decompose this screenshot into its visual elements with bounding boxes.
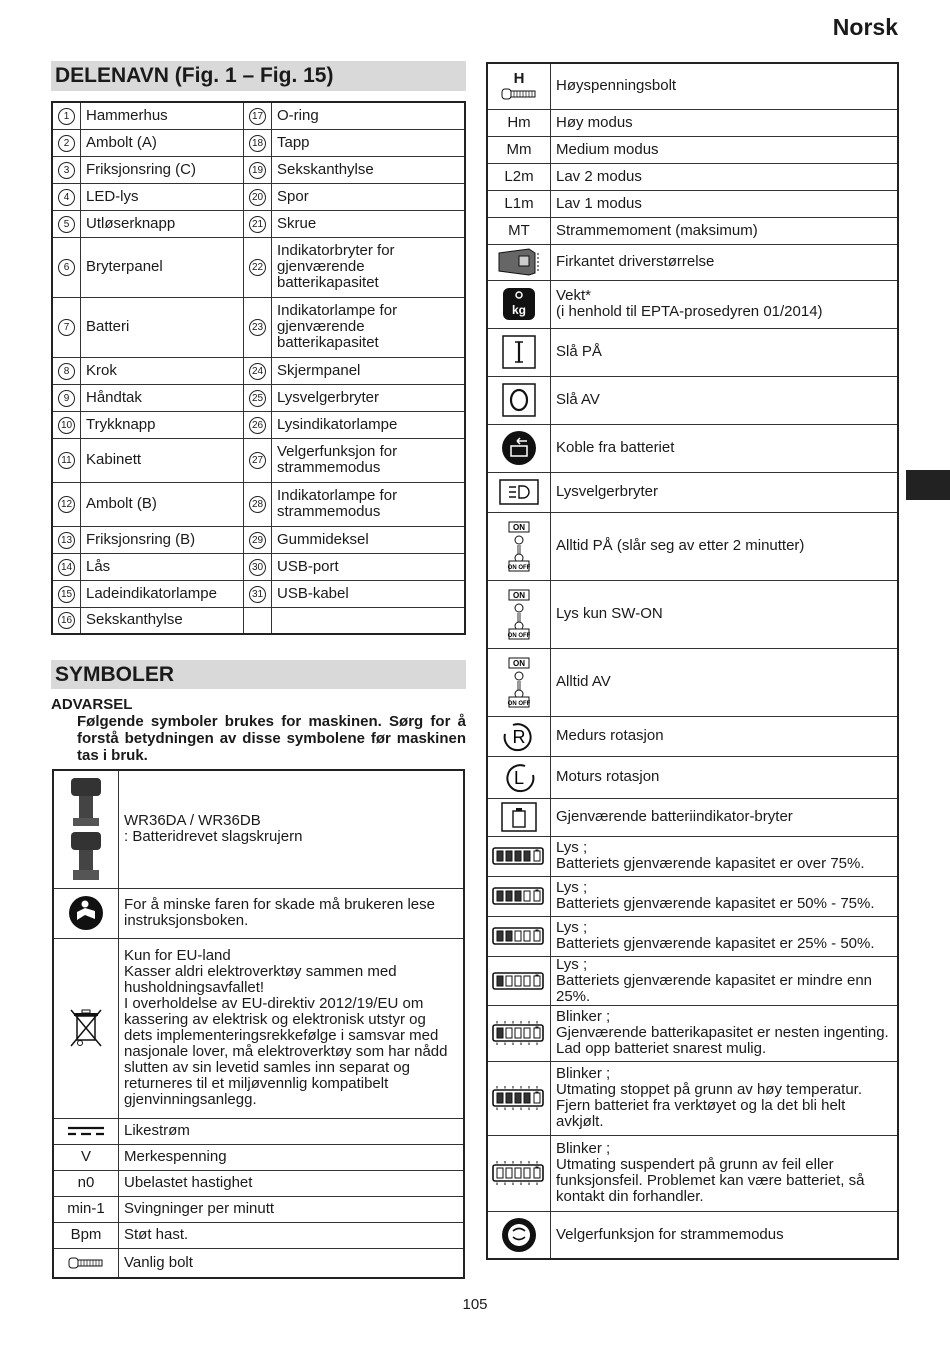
parts-table	[51, 101, 466, 635]
battery-1-bar-icon	[488, 969, 550, 993]
warning-label: ADVARSEL	[51, 696, 133, 713]
switch-off-icon	[488, 383, 550, 417]
light-always-on-icon	[488, 520, 550, 572]
part-name: Lås	[81, 553, 244, 580]
part-name: Ambolt (B)	[81, 482, 244, 526]
part-name: Kabinett	[81, 438, 244, 482]
part-name: Håndtak	[81, 384, 244, 411]
part-number: 13	[58, 532, 75, 549]
battery-blink-fault-icon	[488, 1161, 550, 1185]
part-number: 4	[58, 189, 75, 206]
symbol-row	[53, 938, 464, 1118]
part-name: Indikatorbryter for gjenværende batterikapasitet	[272, 237, 466, 297]
part-number: 16	[58, 612, 75, 629]
symbol-code: n0	[77, 1174, 95, 1191]
symbol-row	[487, 648, 898, 716]
symbol-description: Høyspenningsbolt	[551, 63, 899, 109]
battery-4-bars-icon	[488, 844, 550, 868]
symbol-description: Lys ; Batteriets gjenværende kapasitet er mindre enn 25%.	[551, 956, 899, 1005]
part-name: Ambolt (A)	[81, 129, 244, 156]
symbol-row	[53, 1196, 464, 1222]
symbols-section-title: SYMBOLER	[51, 660, 466, 689]
symbol-row	[487, 836, 898, 876]
symbol-description: Vekt* (i henhold til EPTA-prosedyren 01/2014)	[551, 280, 899, 328]
symbol-row	[487, 109, 898, 136]
svg-text:L: L	[513, 768, 525, 788]
symbol-description: Medurs rotasjon	[551, 716, 899, 756]
bolt-icon	[54, 1256, 118, 1270]
symbol-row	[487, 1135, 898, 1211]
symbol-description: Koble fra batteriet	[551, 424, 899, 472]
part-number: 6	[58, 259, 75, 276]
symbol-description: Lys ; Batteriets gjenværende kapasitet er 25% - 50%.	[551, 916, 899, 956]
part-name: USB-kabel	[272, 580, 466, 607]
symbol-description: Likestrøm	[119, 1118, 465, 1144]
symbol-row	[53, 1118, 464, 1144]
symbol-row	[53, 1248, 464, 1278]
symbol-row	[487, 163, 898, 190]
battery-3-bars-icon	[488, 884, 550, 908]
symbol-code: Bpm	[70, 1226, 102, 1243]
symbol-description: Lav 1 modus	[551, 190, 899, 217]
symbol-description: Lys kun SW-ON	[551, 580, 899, 648]
symbol-description: For å minske faren for skade må brukeren lese instruksjonsboken.	[119, 888, 465, 938]
symbol-row	[53, 770, 464, 888]
part-name: Hammerhus	[81, 102, 244, 129]
symbol-description: Gjenværende batteriindikator-bryter	[551, 798, 899, 836]
svg-text:ON OFF: ON OFF	[507, 565, 531, 571]
part-number: 31	[249, 586, 266, 603]
symbol-code: V	[80, 1148, 91, 1165]
parts-row	[52, 384, 465, 411]
part-number: 1	[58, 108, 75, 125]
symbol-description: Kun for EU-land Kasser aldri elektroverktøy sammen med husholdningsavfallet! I overholdelse av EU-direktiv 2012/19/EU om kassering av elektrisk og elektronisk utstyr og dets implementeringsrekkefølge i samsvar med nasjonale lover, må elektroverktøy som har nådd slutten av sin levetid samles inn separat og returneres til et miljøvennlig kompatibelt gjenvinningsanlegg.	[119, 938, 465, 1118]
symbol-description: Slå AV	[551, 376, 899, 424]
part-number: 23	[249, 319, 266, 336]
symbol-description: Vanlig bolt	[119, 1248, 465, 1278]
parts-row	[52, 580, 465, 607]
part-number: 8	[58, 363, 75, 380]
part-name: USB-port	[272, 553, 466, 580]
symbol-row	[487, 580, 898, 648]
part-number: 10	[58, 417, 75, 434]
symbol-description: Blinker ; Gjenværende batterikapasitet er nesten ingenting. Lad opp batteriet snarest mulig.	[551, 1005, 899, 1061]
symbol-code: Mm	[506, 140, 532, 158]
symbol-description: Lav 2 modus	[551, 163, 899, 190]
parts-section-title: DELENAVN (Fig. 1 – Fig. 15)	[51, 61, 466, 91]
part-name: LED-lys	[81, 183, 244, 210]
symbol-description: Moturs rotasjon	[551, 756, 899, 798]
symbol-description: Velgerfunksjon for strammemodus	[551, 1211, 899, 1259]
part-name: Spor	[272, 183, 466, 210]
battery-indicator-switch-icon	[488, 802, 550, 832]
part-number: 22	[249, 259, 266, 276]
part-number: 25	[249, 390, 266, 407]
symbol-description: Svingninger per minutt	[119, 1196, 465, 1222]
square-drive-icon	[488, 247, 550, 277]
page-number: 105	[462, 1296, 488, 1313]
part-name	[272, 607, 466, 634]
symbol-description: Strammemoment (maksimum)	[551, 217, 899, 244]
parts-row	[52, 482, 465, 526]
parts-row	[52, 438, 465, 482]
symbol-row	[53, 1170, 464, 1196]
section-tab-marker	[906, 470, 950, 500]
symbol-row	[487, 956, 898, 1005]
language-label: Norsk	[832, 14, 898, 40]
part-number: 5	[58, 216, 75, 233]
symbol-description: Alltid PÅ (slår seg av etter 2 minutter)	[551, 512, 899, 580]
part-number: 18	[249, 135, 266, 152]
part-number: 28	[249, 496, 266, 513]
part-number: 19	[249, 162, 266, 179]
symbol-description: Lys ; Batteriets gjenværende kapasitet er over 75%.	[551, 836, 899, 876]
part-name: Gummideksel	[272, 526, 466, 553]
part-name: Batteri	[81, 297, 244, 357]
battery-blink-low-icon	[488, 1021, 550, 1045]
parts-row	[52, 210, 465, 237]
part-name: Velgerfunksjon for strammemodus	[272, 438, 466, 482]
symbol-row	[487, 136, 898, 163]
symbol-description: Blinker ; Utmating suspendert på grunn av feil eller funksjonsfeil. Problemet kan være batteriet, så kontakt din forhandler.	[551, 1135, 899, 1211]
weee-bin-icon	[54, 1006, 118, 1050]
symbols-table-right	[486, 62, 899, 1260]
weight-kg-icon	[488, 287, 550, 321]
parts-row	[52, 357, 465, 384]
part-number: 26	[249, 417, 266, 434]
part-number: 11	[58, 452, 75, 469]
symbol-code: min-1	[67, 1200, 105, 1217]
part-name: Friksjonsring (C)	[81, 156, 244, 183]
parts-row	[52, 102, 465, 129]
part-name: Bryterpanel	[81, 237, 244, 297]
symbol-code: MT	[508, 221, 530, 239]
symbol-row	[487, 876, 898, 916]
part-number: 3	[58, 162, 75, 179]
part-name: Friksjonsring (B)	[81, 526, 244, 553]
part-name: Sekskanthylse	[81, 607, 244, 634]
parts-row	[52, 237, 465, 297]
part-number: 29	[249, 532, 266, 549]
svg-text:ON: ON	[513, 591, 525, 600]
symbol-row	[487, 424, 898, 472]
part-name: Tapp	[272, 129, 466, 156]
parts-row	[52, 607, 465, 634]
svg-text:kg: kg	[511, 303, 527, 317]
symbol-code: L2m	[504, 167, 534, 185]
part-name: Skjermpanel	[272, 357, 466, 384]
symbol-row	[487, 244, 898, 280]
symbol-description: Slå PÅ	[551, 328, 899, 376]
part-number: 17	[249, 108, 266, 125]
symbol-description: Ubelastet hastighet	[119, 1170, 465, 1196]
symbol-row	[487, 280, 898, 328]
counterclockwise-rotation-icon	[488, 761, 550, 793]
part-number: 12	[58, 496, 75, 513]
clockwise-rotation-icon	[488, 720, 550, 752]
part-number: 9	[58, 390, 75, 407]
warning-text: Følgende symboler brukes for maskinen. Sørg for å forstå betydningen av disse symbolene før maskinen tas i bruk.	[77, 713, 466, 764]
parts-row	[52, 553, 465, 580]
parts-row	[52, 297, 465, 357]
symbol-row	[53, 1222, 464, 1248]
part-name: Ladeindikatorlampe	[81, 580, 244, 607]
light-always-off-icon	[488, 656, 550, 708]
part-number: 2	[58, 135, 75, 152]
part-number: 7	[58, 319, 75, 336]
parts-row	[52, 156, 465, 183]
symbol-row	[487, 217, 898, 244]
parts-row	[52, 411, 465, 438]
symbol-row	[487, 716, 898, 756]
battery-blink-temp-icon	[488, 1086, 550, 1110]
svg-text:R: R	[512, 727, 526, 747]
symbol-description: Firkantet driverstørrelse	[551, 244, 899, 280]
symbol-row	[53, 1144, 464, 1170]
symbol-row	[487, 328, 898, 376]
symbol-description: Blinker ; Utmating stoppet på grunn av høy temperatur. Fjern batteriet fra verktøyet og la det bli helt avkjølt.	[551, 1061, 899, 1135]
disconnect-battery-icon	[488, 430, 550, 466]
part-name: Lysvelgerbryter	[272, 384, 466, 411]
part-number: 20	[249, 189, 266, 206]
tightening-mode-selector-icon	[488, 1217, 550, 1253]
symbol-row	[487, 756, 898, 798]
part-number: 21	[249, 216, 266, 233]
read-manual-icon	[54, 895, 118, 931]
part-name: Indikatorlampe for strammemodus	[272, 482, 466, 526]
symbol-code: Hm	[507, 113, 531, 131]
light-sw-on-icon	[488, 588, 550, 640]
part-number: 24	[249, 363, 266, 380]
part-number: 15	[58, 586, 75, 603]
symbol-code: L1m	[504, 194, 534, 212]
part-name: Indikatorlampe for gjenværende batterikapasitet	[272, 297, 466, 357]
symbol-row	[487, 63, 898, 109]
symbol-description: Merkespenning	[119, 1144, 465, 1170]
parts-row	[52, 526, 465, 553]
symbol-row	[487, 1061, 898, 1135]
symbol-row	[487, 916, 898, 956]
symbol-row	[53, 888, 464, 938]
symbol-code: H	[513, 70, 525, 88]
symbol-row	[487, 376, 898, 424]
light-selector-icon	[488, 479, 550, 505]
symbol-row	[487, 1005, 898, 1061]
part-name: Trykknapp	[81, 411, 244, 438]
part-number: 14	[58, 559, 75, 576]
part-name: Utløserknapp	[81, 210, 244, 237]
symbol-description: Lysvelgerbryter	[551, 472, 899, 512]
parts-row	[52, 183, 465, 210]
symbol-description: WR36DA / WR36DB : Batteridrevet slagskrujern	[119, 770, 465, 888]
svg-text:ON OFF: ON OFF	[507, 633, 531, 639]
symbol-row	[487, 472, 898, 512]
part-name: Sekskanthylse	[272, 156, 466, 183]
symbols-table-left	[52, 769, 465, 1279]
battery-2-bars-icon	[488, 924, 550, 948]
part-name: Skrue	[272, 210, 466, 237]
symbol-description: Medium modus	[551, 136, 899, 163]
symbol-description: Høy modus	[551, 109, 899, 136]
symbol-row	[487, 512, 898, 580]
switch-on-icon	[488, 335, 550, 369]
part-number: 30	[249, 559, 266, 576]
part-name: O-ring	[272, 102, 466, 129]
direct-current-icon	[54, 1123, 118, 1139]
symbol-row	[487, 190, 898, 217]
symbol-description: Lys ; Batteriets gjenværende kapasitet er 50% - 75%.	[551, 876, 899, 916]
impact-wrench-icon	[54, 774, 118, 884]
part-number: 27	[249, 452, 266, 469]
parts-row	[52, 129, 465, 156]
svg-text:ON OFF: ON OFF	[507, 701, 531, 707]
svg-text:ON: ON	[513, 659, 525, 668]
symbol-row	[487, 1211, 898, 1259]
symbol-description: Støt hast.	[119, 1222, 465, 1248]
symbol-row	[487, 798, 898, 836]
part-name: Lysindikatorlampe	[272, 411, 466, 438]
high-tension-bolt-icon	[488, 71, 550, 101]
part-name: Krok	[81, 357, 244, 384]
svg-text:ON: ON	[513, 523, 525, 532]
symbol-description: Alltid AV	[551, 648, 899, 716]
